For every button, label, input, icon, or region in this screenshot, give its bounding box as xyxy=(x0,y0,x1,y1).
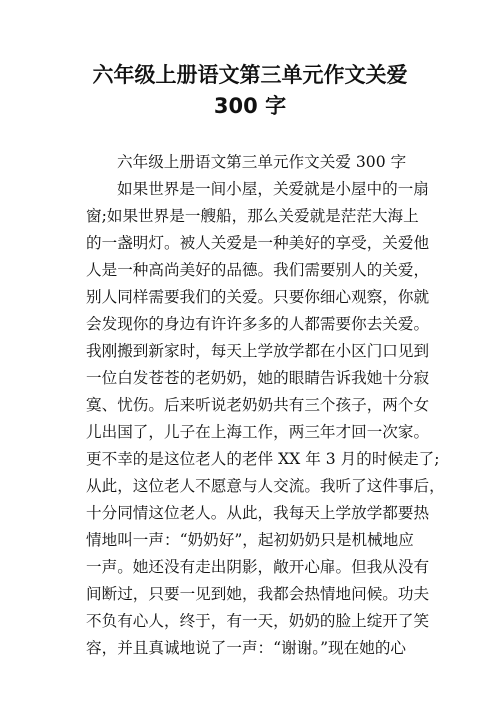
document-title-line-1: 六年级上册语文第三单元作文关爱 xyxy=(92,63,408,87)
body-line: 窗;如果世界是一艘船，那么关爱就是茫茫大海上 xyxy=(86,207,419,225)
body-line: 儿出国了，儿子在上海工作，两三年才回一次家。 xyxy=(86,423,430,441)
body-line: 间断过，只要一见到她，我都会热情地问候。功夫 xyxy=(86,585,430,603)
document-title-line-2: 300 字 xyxy=(213,94,287,118)
body-line: 更不幸的是这位老人的老伴 XX 年 3 月的时候走了; xyxy=(86,450,440,468)
body-line: 会发现你的身边有许许多多的人都需要你去关爱。 xyxy=(86,315,430,333)
body-line: 一位白发苍苍的老奶奶，她的眼睛告诉我她十分寂 xyxy=(86,369,430,387)
body-line: 人是一种高尚美好的品德。我们需要别人的关爱， xyxy=(86,261,430,279)
body-line: 寞、忧伤。后来听说老奶奶共有三个孩子，两个女 xyxy=(86,396,430,414)
body-line: 一声。她还没有走出阴影，敞开心扉。但我从没有 xyxy=(86,558,430,576)
body-line: 不负有心人，终于，有一天，奶奶的脸上绽开了笑 xyxy=(86,612,430,630)
body-line: 别人同样需要我们的关爱。只要你细心观察，你就 xyxy=(86,288,430,306)
body-line: 从此，这位老人不愿意与人交流。我听了这件事后， xyxy=(86,477,445,495)
body-subtitle-line: 六年级上册语文第三单元作文关爱 300 字 xyxy=(117,153,407,171)
body-line: 容，并且真诚地说了一声：“谢谢。”现在她的心 xyxy=(86,639,407,657)
body-line: 的一盏明灯。被人关爱是一种美好的享受，关爱他 xyxy=(86,234,430,252)
body-line: 如果世界是一间小屋，关爱就是小屋中的一扇 xyxy=(117,180,429,198)
body-line: 情地叫一声：“奶奶好”，起初奶奶只是机械地应 xyxy=(86,531,414,549)
body-line: 十分同情这位老人。从此，我每天上学放学都要热 xyxy=(86,504,430,522)
body-line: 我刚搬到新家时，每天上学放学都在小区门口见到 xyxy=(86,342,430,360)
